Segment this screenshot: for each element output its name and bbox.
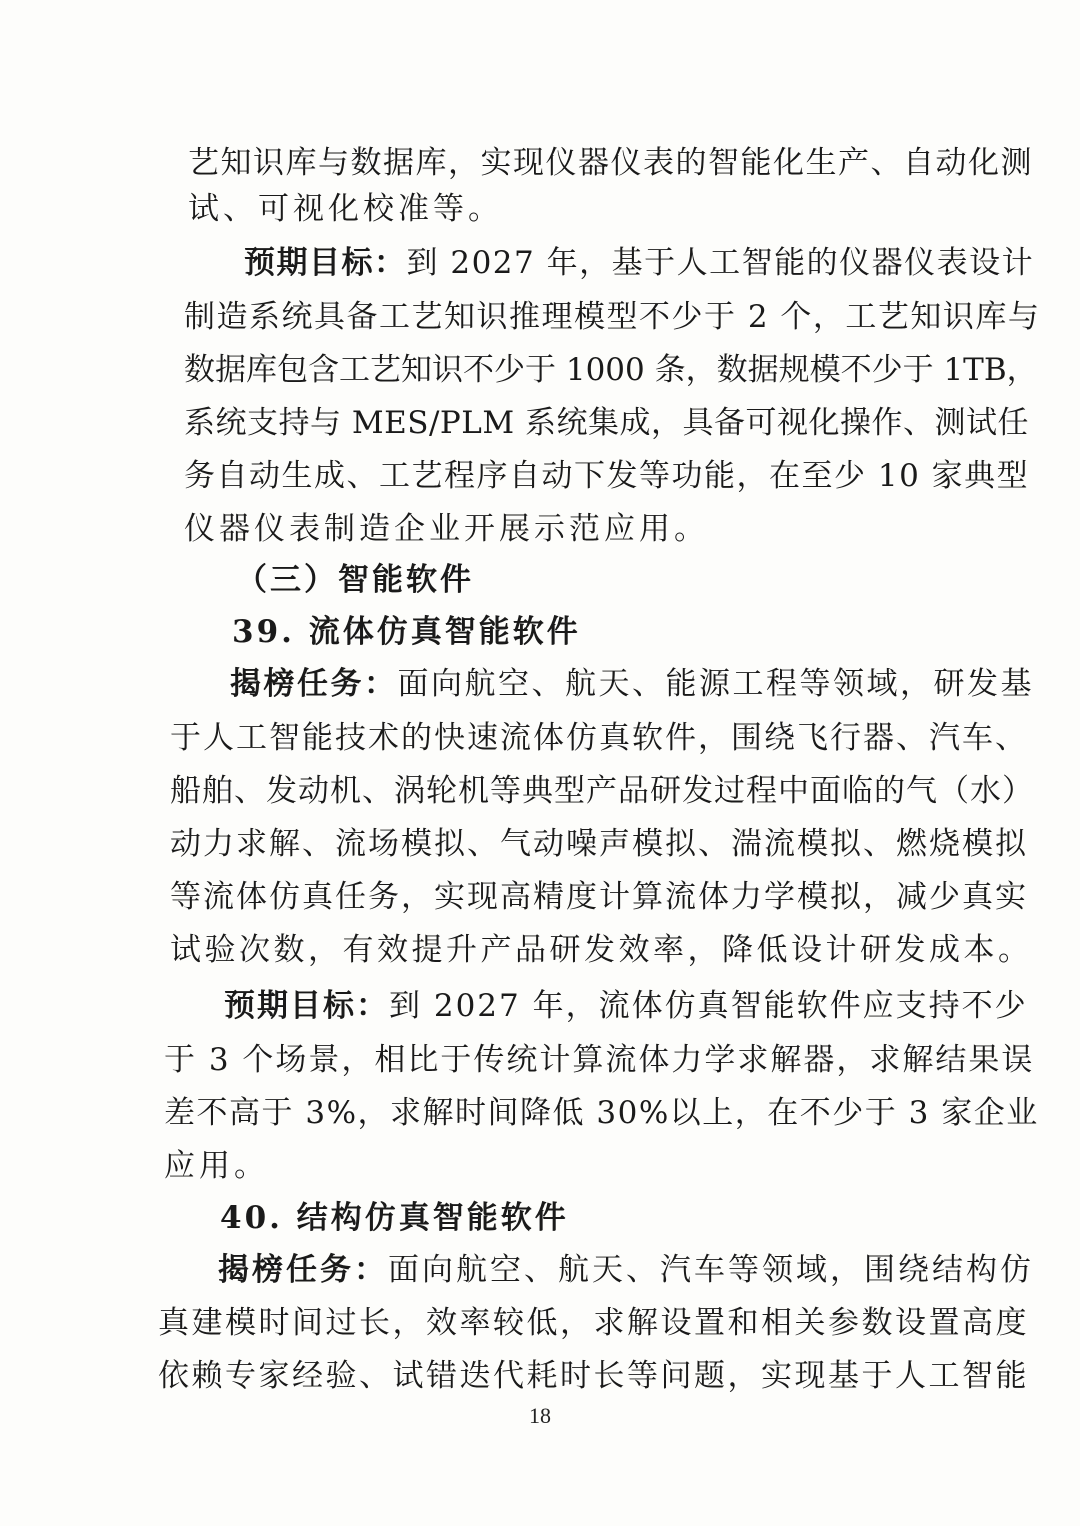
item-40-task-line-3: 依赖专家经验、试错迭代耗时长等问题，实现基于人工智能 <box>158 1358 1029 1394</box>
item-39-task-line-4: 动力求解、流场模拟、气动噪声模拟、湍流模拟、燃烧模拟 <box>170 826 1028 862</box>
item-40-title: 40. 结构仿真智能软件 <box>220 1200 569 1236</box>
item-39-task-line-5: 等流体仿真任务，实现高精度计算流体力学模拟，减少真实 <box>170 879 1028 915</box>
item-39-goal-line-2: 于 3 个场景，相比于传统计算流体力学求解器，求解结果误 <box>164 1042 1035 1078</box>
item-40-task-label: 揭榜任务： <box>218 1252 388 1288</box>
goal1-line-4: 系统支持与 MES/PLM 系统集成，具备可视化操作、测试任 <box>184 405 1029 441</box>
item-39-task-line-2: 于人工智能技术的快速流体仿真软件，围绕飞行器、汽车、 <box>170 720 1028 756</box>
intro-line-1: 艺知识库与数据库，实现仪器仪表的智能化生产、自动化测 <box>188 145 1033 181</box>
item-39-task-line-1 <box>230 664 1034 704</box>
item-39-title: 39. 流体仿真智能软件 <box>232 614 581 650</box>
intro-line-2: 试、可视化校准等。 <box>188 191 503 227</box>
item-40-task-line-1 <box>218 1250 1034 1290</box>
goal1-label: 预期目标： <box>244 245 407 281</box>
item-39-goal-line-1 <box>224 986 1028 1026</box>
goal1-line-5: 务自动生成、工艺程序自动下发等功能，在至少 10 家典型 <box>184 458 1030 494</box>
goal1-line-1 <box>244 243 1034 283</box>
item-40-task-first-line-rest: 面向航空、航天、汽车等领域，围绕结构仿 <box>388 1252 1034 1288</box>
item-40-task-line-2: 真建模时间过长，效率较低，求解设置和相关参数设置高度 <box>158 1305 1029 1341</box>
item-39-goal-label: 预期目标： <box>224 988 389 1024</box>
goal1-line-3: 数据库包含工艺知识不少于 1000 条，数据规模不少于 1TB， <box>184 352 1038 388</box>
item-39-goal-line-3: 差不高于 3%，求解时间降低 30%以上，在不少于 3 家企业 <box>164 1095 1039 1131</box>
goal1-line-2: 制造系统具备工艺知识推理模型不少于 2 个，工艺知识库与 <box>184 299 1041 335</box>
goal1-line-6: 仪器仪表制造企业开展示范应用。 <box>184 511 709 547</box>
item-39-task-label: 揭榜任务： <box>230 666 398 702</box>
item-39-task-line-6: 试验次数，有效提升产品研发效率，降低设计研发成本。 <box>170 932 1033 968</box>
page-number: 18 <box>529 1403 551 1428</box>
goal1-first-line-rest: 到 2027 年，基于人工智能的仪器仪表设计 <box>406 245 1035 281</box>
item-39-goal-first-line-rest: 到 2027 年，流体仿真智能软件应支持不少 <box>389 988 1028 1024</box>
item-39-goal-line-4: 应用。 <box>164 1148 269 1184</box>
item-39-task-first-line-rest: 面向航空、航天、能源工程等领域，研发基 <box>397 666 1034 702</box>
item-39-task-line-3: 船舶、发动机、涡轮机等典型产品研发过程中面临的气（水） <box>170 773 1034 809</box>
section-heading: （三）智能软件 <box>236 562 474 598</box>
